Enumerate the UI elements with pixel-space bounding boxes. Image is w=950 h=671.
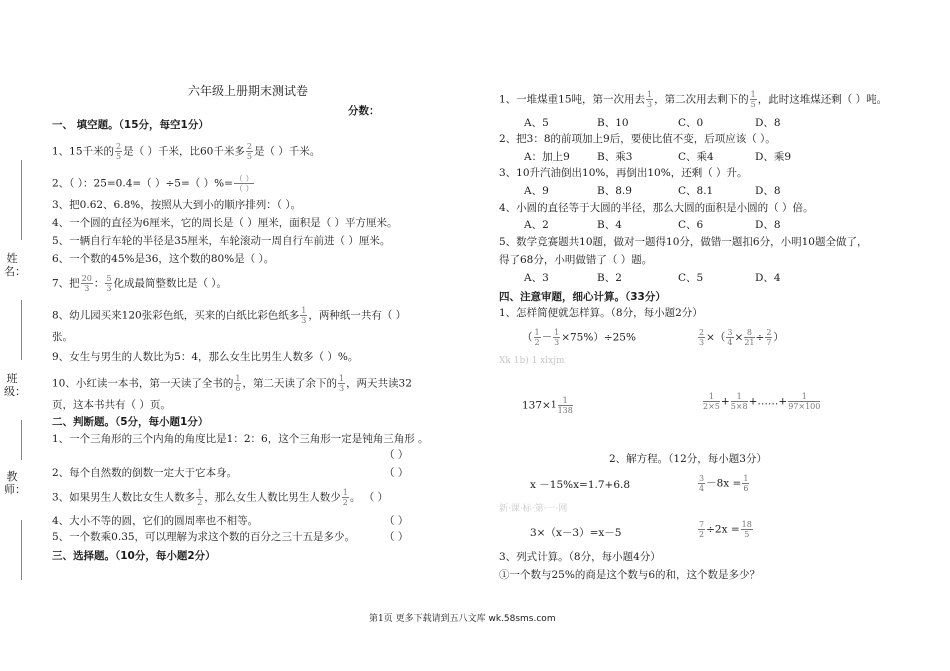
option-3-2-c: C、乘4 <box>678 151 714 163</box>
page-title: 六年级上册期末测试卷 <box>188 84 309 98</box>
fraction: $\frac{2}{5}$ <box>116 142 122 161</box>
question-2-4: 4、大小不等的圆，它们的圆周率也不相等。 <box>52 515 259 527</box>
fraction: $\frac{2}{5}$ <box>246 142 252 161</box>
fraction: $\frac{7}{2}$ <box>699 520 705 539</box>
option-3-4-b: B、4 <box>597 219 622 231</box>
footer-text: 更多下载请到五八文库 <box>392 614 489 624</box>
page-footer <box>369 612 556 626</box>
option-3-2-b: B、乘3 <box>597 151 633 163</box>
watermark-text: Xk 1b) 1 xlxjm <box>499 356 565 366</box>
option-3-3-a: A、9 <box>524 185 549 197</box>
answer-paren-2-1: （ ） <box>384 449 409 461</box>
section-fill-blank-heading: 一、 填空题。（15分，每空1分） <box>52 119 209 131</box>
question-1-10: 10、小红读一本书，第一天读了全书的 $\frac{1}{6}$ ，第二天读了余下的 $\frac{1}{3}$ ，两天共读32 <box>52 374 412 393</box>
fraction: $\frac{20}{3}$ <box>81 274 92 293</box>
calc-3: 137×1 $\frac{1}{138}$ <box>522 396 573 415</box>
question-1-7: 7、把 $\frac{20}{3}$ ： $\frac{5}{3}$ 化成最简整数比是（ ）。 <box>52 274 228 293</box>
section-judgement-heading: 二、判断题。（5分，每小题1分） <box>52 416 209 428</box>
fraction: $\frac{1}{2}$ <box>534 328 540 347</box>
option-3-5-a: A、3 <box>524 272 549 284</box>
option-3-1-a: A、5 <box>524 117 549 129</box>
calc-subheading-1: 1、怎样简便就怎样算。（8分，每小题2分） <box>499 307 703 319</box>
question-3-1: 1、一堆煤重15吨，第一次用去 $\frac{1}{3}$ ，第二次用去剩下的 $\frac{1}{5}$ ，此时这堆煤还剩（ ）吨。 <box>499 90 888 109</box>
fraction: $\frac{1}{3}$ <box>554 328 560 347</box>
fraction: $\frac{1}{5\times 8}$ <box>730 392 748 411</box>
binding-line <box>21 160 22 240</box>
question-1-9: 9、女生与男生的人数比为5：4，那么女生比男生人数多（ ）%。 <box>52 351 359 363</box>
option-3-1-b: B、10 <box>597 117 629 129</box>
option-3-5-d: D、4 <box>755 272 781 284</box>
fraction: $\frac{1}{6}$ <box>235 374 241 393</box>
fraction: $\frac{3}{4}$ <box>699 474 705 493</box>
fraction: $\frac{1}{3}$ <box>338 374 345 393</box>
fraction: $\frac{1}{5}$ <box>750 90 756 109</box>
option-3-5-c: C、5 <box>678 272 704 284</box>
option-3-1-c: C、0 <box>678 117 704 129</box>
option-3-2-a: A：加上9 <box>524 151 570 163</box>
question-1-5: 5、一辆自行车轮的半径是35厘米，车轮滚动一周自行车前进（ ）厘米。 <box>52 235 391 247</box>
fraction: $\frac{2}{7}$ <box>766 328 772 347</box>
answer-paren-2-5: （ ） <box>384 531 409 543</box>
fraction: $\frac{18}{5}$ <box>741 520 752 539</box>
fraction: $\frac{5}{3}$ <box>106 274 112 293</box>
question-1-1: 1、15千米的 $\frac{2}{5}$ 是（ ）千米，比60千米多 $\frac{2}{5}$ 是（ ）千米。 <box>52 142 321 161</box>
page-number: 第1页 <box>369 614 393 624</box>
question-1-2: 2、（ ）：25=0.4=（ ）÷5=（ ）%= $\frac{( )}{( )}$ <box>52 174 254 193</box>
answer-paren-2-2: （ ） <box>384 467 409 479</box>
fraction: $\frac{1}{6}$ <box>743 474 749 493</box>
calc-4: $\frac{1}{2\times 5}$ + $\frac{1}{5\times 8}$ +……+ $\frac{1}{97\times 100}$ <box>703 392 821 411</box>
section-calculation-heading: 四、注意审题，细心计算。（33分） <box>499 291 666 303</box>
calc-2: $\frac{2}{3}$ ×（ $\frac{3}{4}$ × $\frac{8}{21}$ ÷ $\frac{2}{7}$ ） <box>699 328 784 347</box>
question-1-8: 8、幼儿园买来120张彩色纸，买来的白纸比彩色纸多 $\frac{1}{3}$ ，两种纸一共有（ ） <box>52 306 407 325</box>
fraction: $\frac{1}{2}$ <box>197 488 203 507</box>
question-2-5: 5、一个数乘0.35，可以理解为求这个数的百分之三十五是多少。 <box>52 531 356 543</box>
question-3-5: 5、数学竞赛题共10题，做对一题得10分，做错一题扣6分，小明10题全做了， <box>499 236 868 248</box>
fraction: $\frac{3}{4}$ <box>727 328 733 347</box>
question-3-5-continued: 得了68分，小明做错了（ ）题。 <box>499 254 653 266</box>
calc-subheading-2: 2、解方程。（12分，每小题3分） <box>609 453 767 465</box>
option-3-2-d: D、乘9 <box>755 151 792 163</box>
answer-paren-2-4: （ ） <box>384 515 409 527</box>
option-3-3-d: D、8 <box>755 185 781 197</box>
fraction: $\frac{1}{2\times 5}$ <box>703 392 720 411</box>
option-3-4-a: A、2 <box>524 219 549 231</box>
fraction: $\frac{1}{3}$ <box>301 306 307 325</box>
score-label: 分数： <box>348 105 380 117</box>
footer-site: wk.58sms.com <box>488 614 556 624</box>
student-name-label: 姓名： <box>4 252 26 278</box>
fraction: $\frac{2}{3}$ <box>699 328 705 347</box>
fraction: $\frac{1}{138}$ <box>557 396 573 415</box>
option-3-4-c: C、6 <box>678 219 704 231</box>
binding-line <box>21 300 22 360</box>
fraction: $\frac{1}{3}$ <box>647 90 653 109</box>
question-1-10-continued: 页，这本书共有（ ）页。 <box>52 399 171 411</box>
option-3-3-c: C、8.1 <box>678 185 714 197</box>
fraction: $\frac{( )}{( )}$ <box>234 174 254 193</box>
equation-4: $\frac{7}{2}$ ÷2x = $\frac{18}{5}$ <box>699 520 752 539</box>
teacher-label: 教师： <box>4 470 26 496</box>
binding-line <box>21 520 22 580</box>
section-choice-heading: 三、选择题。（10分，每小题2分） <box>52 550 216 562</box>
equation-1: x －15%x=1.7+6.8 <box>530 479 631 491</box>
question-1-6: 6、一个数的45%是36，这个数的80%是（ ）。 <box>52 253 275 265</box>
question-3-4: 4、小圆的直径等于大圆的半径，那么大圆的面积是小圆的（ ）倍。 <box>499 202 814 214</box>
equation-2: $\frac{3}{4}$ －8x = $\frac{1}{6}$ <box>699 474 749 493</box>
option-3-3-b: B、8.9 <box>597 185 632 197</box>
question-2-1: 1、一个三角形的三个内角的角度比是1：2：6，这个三角形一定是钝角三角形 。 <box>52 433 429 445</box>
question-1-4: 4、一个圆的直径为6厘米，它的周长是（ ）厘米，面积是（ ）平方厘米。 <box>52 217 398 229</box>
fraction: $\frac{1}{2}$ <box>342 488 348 507</box>
question-1-3: 3、把0.62、6.8%，按照从大到小的顺序排列：（ ）。 <box>52 199 302 211</box>
question-3-3: 3、10升汽油倒出10%，再倒出10%，还剩（ ）升。 <box>499 167 748 179</box>
fraction: $\frac{8}{21}$ <box>744 328 755 347</box>
fraction: $\frac{1}{97\times 100}$ <box>788 392 821 411</box>
equation-3: 3×（x－3）=x－5 <box>530 527 622 539</box>
watermark-text: 新·课·标·第·一·网 <box>499 504 568 514</box>
question-3-2: 2、把3：8的前项加上9后，要使比值不变，后项应该（ ）。 <box>499 133 776 145</box>
question-1-8-continued: 张。 <box>52 331 73 343</box>
class-label: 班级： <box>4 372 26 398</box>
option-3-5-b: B、2 <box>597 272 622 284</box>
calc-subheading-3: 3、列式计算。（8分，每小题4分） <box>499 551 661 563</box>
option-3-4-d: D、8 <box>755 219 781 231</box>
binding-line <box>21 420 22 460</box>
calc-1: （ $\frac{1}{2}$ － $\frac{1}{3}$ ×75%）÷25% <box>522 328 636 347</box>
option-3-1-d: D、8 <box>755 117 781 129</box>
question-2-2: 2、每个自然数的倒数一定大于它本身。 <box>52 467 238 479</box>
word-problem-1: ①一个数与25%的商是这个数与6的和，这个数是多少？ <box>499 569 761 581</box>
question-2-3: 3、如果男生人数比女生人数多 $\frac{1}{2}$ ，那么女生人数比男生人数少 $\frac{1}{2}$ 。 （ ） <box>52 488 389 507</box>
